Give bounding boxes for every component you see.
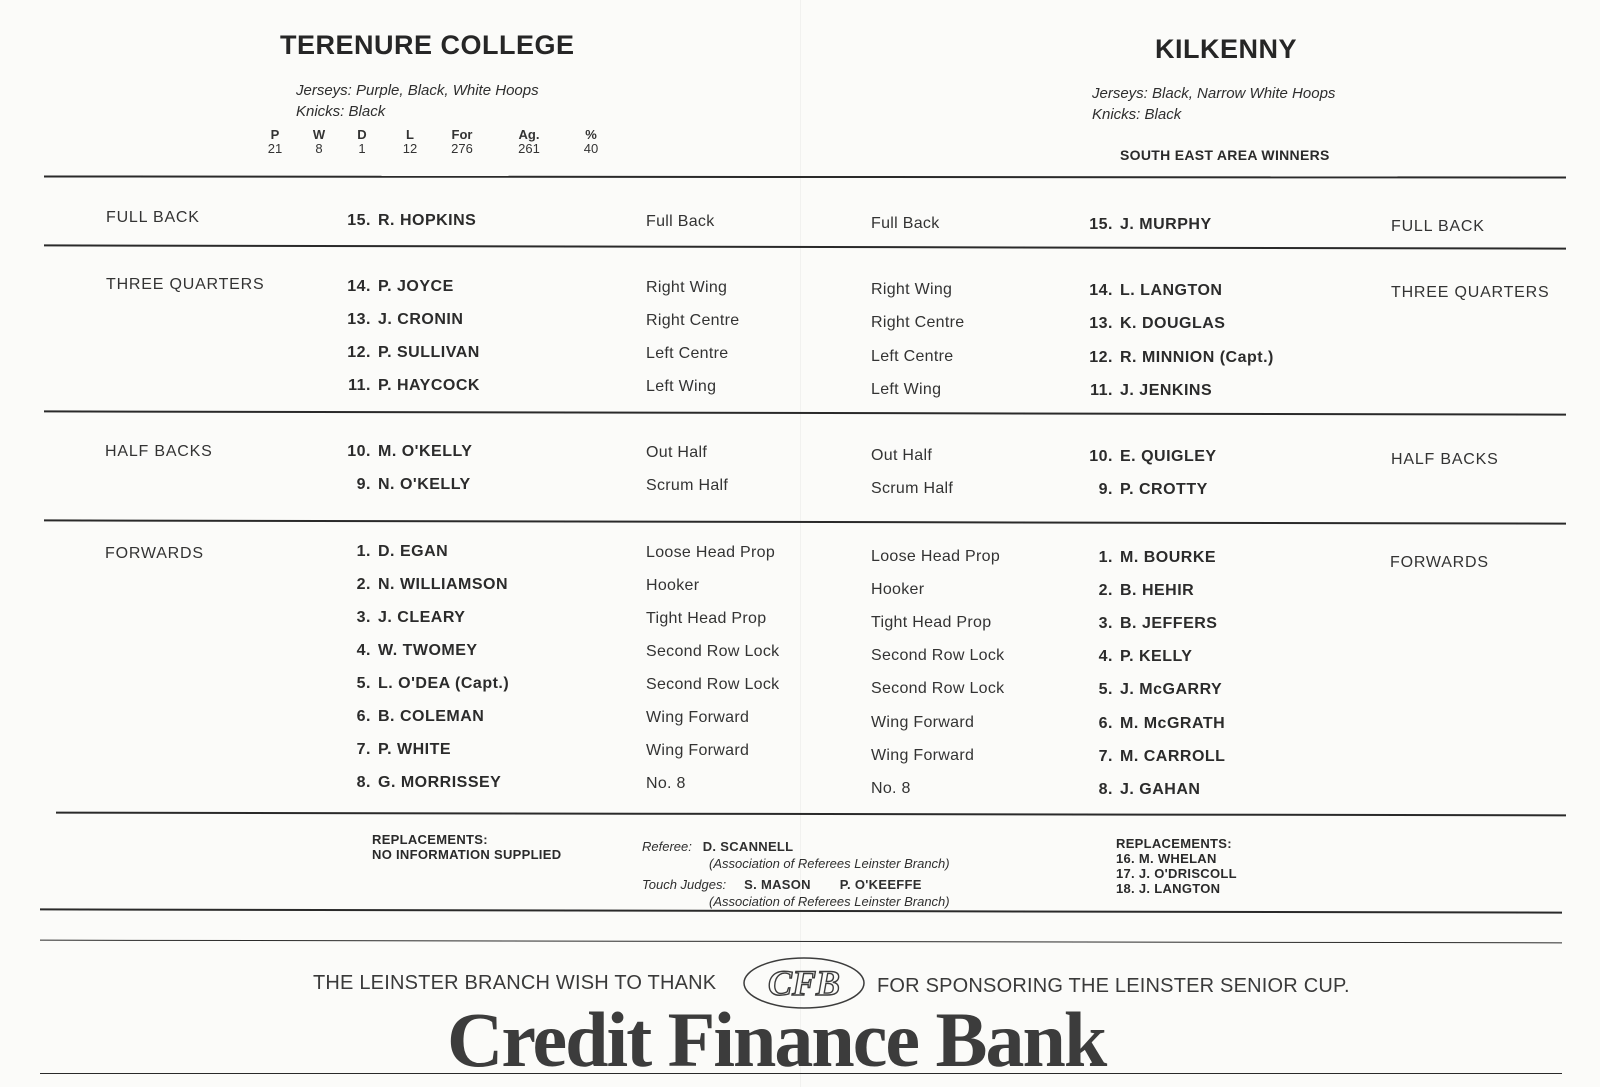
home-position-label: Right Wing xyxy=(646,279,728,296)
home-kit xyxy=(296,80,539,122)
away-position-label: No. 8 xyxy=(871,780,911,797)
home-player-name: D. EGAN xyxy=(378,543,449,560)
home-player-name: R. HOPKINS xyxy=(378,212,477,229)
away-player-name: L. LANGTON xyxy=(1120,282,1223,299)
away-player-number: 8. xyxy=(1098,781,1113,798)
away-kit xyxy=(1092,83,1335,125)
home-player-name: N. O'KELLY xyxy=(378,476,471,493)
home-position-label: Full Back xyxy=(646,213,715,230)
home-player-name: P. WHITE xyxy=(378,741,452,758)
away-position xyxy=(871,314,964,332)
away-player-name: M. CARROLL xyxy=(1120,748,1226,765)
home-player-name: L. O'DEA (Capt.) xyxy=(378,675,510,692)
home-position xyxy=(646,643,779,661)
home-player-name: B. COLEMAN xyxy=(378,708,485,725)
away-player xyxy=(1080,216,1212,234)
away-player-name: E. QUIGLEY xyxy=(1120,448,1217,465)
home-position xyxy=(646,775,686,793)
home-player xyxy=(338,344,480,362)
touch-label: Touch Judges: xyxy=(642,877,727,892)
away-position xyxy=(871,614,991,632)
home-position-label: Right Centre xyxy=(646,312,740,329)
away-player xyxy=(1080,282,1222,300)
away-player xyxy=(1080,648,1192,666)
away-position-label: Left Wing xyxy=(871,381,942,398)
away-player xyxy=(1080,781,1200,799)
away-position-label: Tight Head Prop xyxy=(871,614,992,631)
home-player-name: M. O'KELLY xyxy=(378,443,473,460)
away-position-label: Right Wing xyxy=(871,281,953,298)
away-position xyxy=(871,780,911,798)
home-position-label: Out Half xyxy=(646,444,708,461)
home-player-number: 4. xyxy=(356,642,371,659)
home-jerseys: Jerseys: Purple, Black, White Hoops xyxy=(296,82,539,99)
divider xyxy=(44,175,1566,178)
away-player xyxy=(1080,748,1225,766)
away-position-label: Left Centre xyxy=(871,348,954,365)
away-player-name: R. MINNION (Capt.) xyxy=(1120,349,1274,366)
divider xyxy=(44,519,1566,524)
away-position-label: Wing Forward xyxy=(871,747,975,764)
home-player xyxy=(338,377,480,395)
away-knicks: Knicks: Black xyxy=(1092,106,1182,123)
home-player xyxy=(338,576,508,594)
home-player-number: 14. xyxy=(347,278,371,295)
away-position-label: Second Row Lock xyxy=(871,647,1005,664)
home-player-name: J. CRONIN xyxy=(378,311,464,328)
stat-col: For 276 xyxy=(451,127,473,156)
away-player xyxy=(1080,481,1208,499)
touch-judge-1: S. MASON xyxy=(744,877,811,892)
away-position-label: Loose Head Prop xyxy=(871,548,1001,565)
home-position xyxy=(646,444,707,462)
away-position xyxy=(871,647,1004,665)
home-player-number: 9. xyxy=(356,476,371,493)
sponsor-thanks-right: FOR SPONSORING THE LEINSTER SENIOR CUP. xyxy=(877,975,1350,997)
section-half-backs-right: HALF BACKS xyxy=(1391,451,1499,468)
section-half-backs-left: HALF BACKS xyxy=(105,443,213,460)
away-player-name: J. McGARRY xyxy=(1120,681,1223,698)
away-jerseys: Jerseys: Black, Narrow White Hoops xyxy=(1092,85,1336,102)
home-player xyxy=(338,642,478,660)
away-player-number: 15. xyxy=(1089,216,1113,233)
home-position xyxy=(646,378,716,396)
away-team-name: KILKENNY xyxy=(1155,34,1298,64)
home-player-name: W. TWOMEY xyxy=(378,642,478,659)
home-team-name: TERENURE COLLEGE xyxy=(280,30,575,60)
home-replacements: REPLACEMENTS: NO INFORMATION SUPPLIED xyxy=(372,832,562,862)
away-player-number: 7. xyxy=(1098,748,1113,765)
away-player-name: P. CROTTY xyxy=(1120,481,1208,498)
home-position-label: Second Row Lock xyxy=(646,676,780,693)
away-player-name: M. BOURKE xyxy=(1120,549,1217,566)
home-player-number: 13. xyxy=(347,311,371,328)
away-position xyxy=(871,381,941,399)
svg-text:CFB: CFB xyxy=(767,963,841,1003)
bank-name: Credit Finance Bank xyxy=(447,996,1106,1083)
home-position xyxy=(646,676,779,694)
home-player-number: 12. xyxy=(347,344,371,361)
away-position-label: Right Centre xyxy=(871,314,965,331)
section-three-quarters-right: THREE QUARTERS xyxy=(1391,284,1550,301)
home-player-number: 8. xyxy=(356,774,371,791)
away-position-label: Wing Forward xyxy=(871,714,975,731)
away-player-number: 12. xyxy=(1089,349,1113,366)
away-position-label: Full Back xyxy=(871,215,940,232)
referee-assoc: (Association of Referees Leinster Branch) xyxy=(709,856,950,871)
home-position-label: Scrum Half xyxy=(646,477,729,494)
home-position-label: No. 8 xyxy=(646,775,686,792)
home-position-label: Left Centre xyxy=(646,345,729,362)
away-player xyxy=(1080,448,1217,466)
home-player-number: 7. xyxy=(356,741,371,758)
divider xyxy=(40,940,1562,944)
away-player xyxy=(1080,715,1225,733)
section-forwards-right: FORWARDS xyxy=(1390,554,1489,571)
home-knicks: Knicks: Black xyxy=(296,103,386,120)
away-player-number: 5. xyxy=(1098,681,1113,698)
away-player-number: 10. xyxy=(1089,448,1113,465)
home-player xyxy=(338,476,471,494)
away-player-number: 13. xyxy=(1089,315,1113,332)
home-player-number: 15. xyxy=(347,212,371,229)
stat-col: % 40 xyxy=(583,127,599,156)
home-position-label: Second Row Lock xyxy=(646,643,780,660)
officials xyxy=(642,838,950,910)
stat-col: D 1 xyxy=(357,127,367,156)
home-position xyxy=(646,312,739,330)
away-position xyxy=(871,281,952,299)
stat-col: L 12 xyxy=(402,127,418,156)
home-position xyxy=(646,279,727,297)
away-position xyxy=(871,548,1000,566)
home-player-name: P. HAYCOCK xyxy=(378,377,480,394)
away-player-number: 14. xyxy=(1089,282,1113,299)
home-position xyxy=(646,610,766,628)
divider xyxy=(56,812,1566,817)
away-player-number: 4. xyxy=(1098,648,1113,665)
away-player-name: J. GAHAN xyxy=(1120,781,1201,798)
stat-col: Ag. 261 xyxy=(518,127,540,156)
home-player-number: 1. xyxy=(356,543,371,560)
home-player xyxy=(338,278,454,296)
referee-label: Referee: xyxy=(642,839,692,854)
home-player xyxy=(338,708,484,726)
home-player-number: 6. xyxy=(356,708,371,725)
home-player-name: N. WILLIAMSON xyxy=(378,576,509,593)
stat-col: W 8 xyxy=(312,127,326,156)
home-player-number: 5. xyxy=(356,675,371,692)
section-forwards-left: FORWARDS xyxy=(105,545,204,562)
home-position xyxy=(646,577,699,595)
home-player-name: P. JOYCE xyxy=(378,278,454,295)
away-position-label: Second Row Lock xyxy=(871,680,1005,697)
divider xyxy=(44,244,1566,249)
section-full-back-right: FULL BACK xyxy=(1391,218,1485,235)
away-player-number: 2. xyxy=(1098,582,1113,599)
home-player-number: 2. xyxy=(356,576,371,593)
referee-name: D. SCANNELL xyxy=(702,839,794,854)
away-player-name: B. JEFFERS xyxy=(1120,615,1218,632)
away-player xyxy=(1080,382,1212,400)
away-player-number: 3. xyxy=(1098,615,1113,632)
away-player xyxy=(1080,315,1225,333)
page-fold xyxy=(800,0,801,1087)
away-player-name: J. JENKINS xyxy=(1120,382,1213,399)
home-position-label: Tight Head Prop xyxy=(646,610,767,627)
away-player-name: P. KELLY xyxy=(1120,648,1193,665)
away-player-name: K. DOUGLAS xyxy=(1120,315,1226,332)
away-note: SOUTH EAST AREA WINNERS xyxy=(1120,147,1330,163)
away-position xyxy=(871,714,974,732)
home-position-label: Left Wing xyxy=(646,378,717,395)
home-position xyxy=(646,213,715,231)
away-replacements: REPLACEMENTS: 16. M. WHELAN 17. J. O'DRISCOLL 18. J. LANGTON xyxy=(1116,836,1237,896)
away-position-label: Hooker xyxy=(871,581,925,598)
away-player xyxy=(1080,681,1222,699)
away-player-number: 6. xyxy=(1098,715,1113,732)
away-position xyxy=(871,581,924,599)
away-player xyxy=(1080,349,1274,367)
touch-judge-2: P. O'KEEFFE xyxy=(839,877,922,892)
away-player-name: M. McGRATH xyxy=(1120,715,1226,732)
home-player xyxy=(338,212,476,230)
home-player xyxy=(338,443,472,461)
away-player-number: 1. xyxy=(1098,549,1113,566)
home-player-number: 10. xyxy=(347,443,371,460)
home-position-label: Wing Forward xyxy=(646,742,750,759)
home-player xyxy=(338,543,448,561)
stat-col: P 21 xyxy=(267,127,283,156)
away-player xyxy=(1080,615,1217,633)
home-position-label: Hooker xyxy=(646,577,700,594)
home-position xyxy=(646,544,775,562)
home-position-label: Loose Head Prop xyxy=(646,544,776,561)
home-position xyxy=(646,345,728,363)
away-position xyxy=(871,480,953,498)
away-position-label: Scrum Half xyxy=(871,480,954,497)
home-player-name: G. MORRISSEY xyxy=(378,774,502,791)
home-player-number: 3. xyxy=(356,609,371,626)
home-player xyxy=(338,675,509,693)
home-player-name: J. CLEARY xyxy=(378,609,466,626)
section-full-back-left: FULL BACK xyxy=(106,209,200,226)
away-player xyxy=(1080,582,1194,600)
away-position xyxy=(871,447,932,465)
home-position xyxy=(646,709,749,727)
away-player-number: 11. xyxy=(1090,382,1113,399)
home-player-number: 11. xyxy=(348,377,371,394)
touch-assoc: (Association of Referees Leinster Branch) xyxy=(709,894,950,909)
home-player xyxy=(338,741,451,759)
away-player-name: J. MURPHY xyxy=(1120,216,1212,233)
home-position-label: Wing Forward xyxy=(646,709,750,726)
away-position xyxy=(871,215,940,233)
away-player-name: B. HEHIR xyxy=(1120,582,1195,599)
away-player-number: 9. xyxy=(1098,481,1113,498)
home-player xyxy=(338,609,465,627)
divider xyxy=(44,410,1566,415)
away-position-label: Out Half xyxy=(871,447,933,464)
sponsor-thanks-left: THE LEINSTER BRANCH WISH TO THANK xyxy=(313,972,717,994)
away-position xyxy=(871,348,953,366)
away-position xyxy=(871,747,974,765)
home-position xyxy=(646,742,749,760)
home-player xyxy=(338,774,501,792)
home-player xyxy=(338,311,463,329)
home-player-name: P. SULLIVAN xyxy=(378,344,480,361)
away-position xyxy=(871,680,1004,698)
section-three-quarters-left: THREE QUARTERS xyxy=(106,276,265,293)
away-player xyxy=(1080,549,1216,567)
home-position xyxy=(646,477,728,495)
